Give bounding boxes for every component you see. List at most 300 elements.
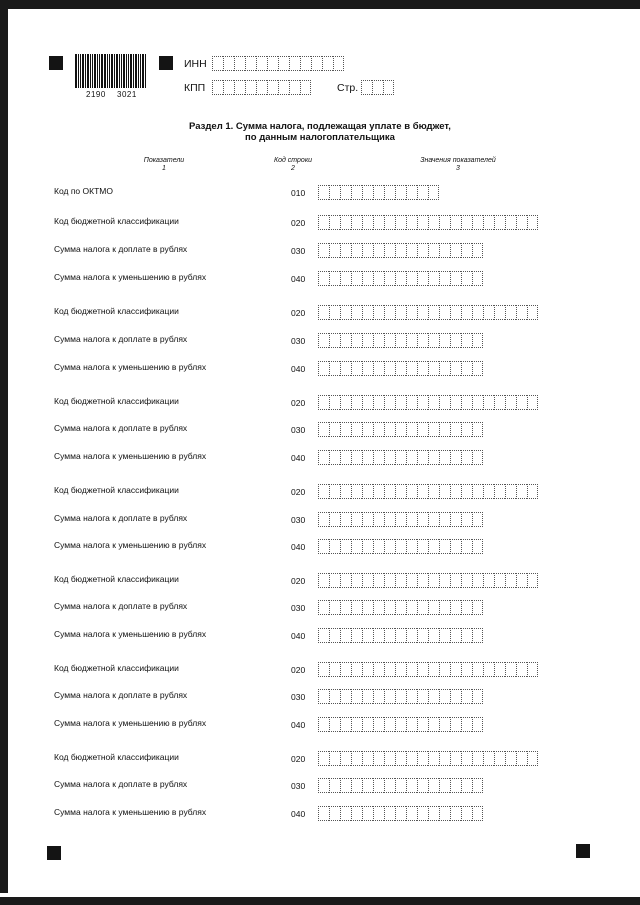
row-value-field[interactable] xyxy=(318,271,483,286)
character-cell[interactable] xyxy=(450,512,461,527)
character-cell[interactable] xyxy=(406,395,417,410)
character-cell[interactable] xyxy=(340,600,351,615)
character-cell[interactable] xyxy=(450,778,461,793)
character-cell[interactable] xyxy=(351,539,362,554)
character-cell[interactable] xyxy=(439,333,450,348)
character-cell[interactable] xyxy=(417,305,428,320)
character-cell[interactable] xyxy=(329,539,340,554)
character-cell[interactable] xyxy=(373,717,384,732)
character-cell[interactable] xyxy=(329,271,340,286)
character-cell[interactable] xyxy=(439,628,450,643)
character-cell[interactable] xyxy=(494,751,505,766)
character-cell[interactable] xyxy=(372,80,383,95)
character-cell[interactable] xyxy=(340,271,351,286)
inn-field[interactable] xyxy=(212,56,344,71)
character-cell[interactable] xyxy=(329,450,340,465)
character-cell[interactable] xyxy=(439,450,450,465)
character-cell[interactable] xyxy=(406,539,417,554)
character-cell[interactable] xyxy=(439,512,450,527)
character-cell[interactable] xyxy=(383,80,394,95)
character-cell[interactable] xyxy=(340,689,351,704)
character-cell[interactable] xyxy=(340,717,351,732)
character-cell[interactable] xyxy=(439,717,450,732)
character-cell[interactable] xyxy=(340,243,351,258)
character-cell[interactable] xyxy=(395,243,406,258)
character-cell[interactable] xyxy=(395,573,406,588)
character-cell[interactable] xyxy=(428,305,439,320)
character-cell[interactable] xyxy=(340,751,351,766)
character-cell[interactable] xyxy=(472,484,483,499)
row-value-field[interactable] xyxy=(318,539,483,554)
character-cell[interactable] xyxy=(472,305,483,320)
character-cell[interactable] xyxy=(340,450,351,465)
character-cell[interactable] xyxy=(340,333,351,348)
character-cell[interactable] xyxy=(362,422,373,437)
row-value-field[interactable] xyxy=(318,333,483,348)
character-cell[interactable] xyxy=(373,512,384,527)
character-cell[interactable] xyxy=(318,333,329,348)
character-cell[interactable] xyxy=(384,751,395,766)
character-cell[interactable] xyxy=(318,305,329,320)
row-value-field[interactable] xyxy=(318,662,538,677)
character-cell[interactable] xyxy=(361,80,372,95)
character-cell[interactable] xyxy=(384,689,395,704)
character-cell[interactable] xyxy=(472,395,483,410)
character-cell[interactable] xyxy=(340,512,351,527)
character-cell[interactable] xyxy=(417,662,428,677)
character-cell[interactable] xyxy=(428,539,439,554)
character-cell[interactable] xyxy=(384,484,395,499)
character-cell[interactable] xyxy=(351,395,362,410)
character-cell[interactable] xyxy=(351,243,362,258)
character-cell[interactable] xyxy=(384,422,395,437)
character-cell[interactable] xyxy=(417,628,428,643)
character-cell[interactable] xyxy=(395,450,406,465)
character-cell[interactable] xyxy=(461,806,472,821)
character-cell[interactable] xyxy=(461,600,472,615)
row-value-field[interactable] xyxy=(318,450,483,465)
character-cell[interactable] xyxy=(483,215,494,230)
character-cell[interactable] xyxy=(450,662,461,677)
character-cell[interactable] xyxy=(461,539,472,554)
character-cell[interactable] xyxy=(439,751,450,766)
character-cell[interactable] xyxy=(505,662,516,677)
character-cell[interactable] xyxy=(428,395,439,410)
character-cell[interactable] xyxy=(417,539,428,554)
character-cell[interactable] xyxy=(494,305,505,320)
row-value-field[interactable] xyxy=(318,512,483,527)
character-cell[interactable] xyxy=(428,689,439,704)
character-cell[interactable] xyxy=(373,778,384,793)
character-cell[interactable] xyxy=(450,717,461,732)
character-cell[interactable] xyxy=(329,185,340,200)
character-cell[interactable] xyxy=(483,484,494,499)
character-cell[interactable] xyxy=(384,450,395,465)
character-cell[interactable] xyxy=(395,806,406,821)
character-cell[interactable] xyxy=(505,751,516,766)
character-cell[interactable] xyxy=(483,573,494,588)
character-cell[interactable] xyxy=(439,395,450,410)
character-cell[interactable] xyxy=(406,717,417,732)
character-cell[interactable] xyxy=(472,333,483,348)
character-cell[interactable] xyxy=(329,628,340,643)
character-cell[interactable] xyxy=(428,751,439,766)
character-cell[interactable] xyxy=(505,484,516,499)
character-cell[interactable] xyxy=(329,361,340,376)
character-cell[interactable] xyxy=(450,305,461,320)
character-cell[interactable] xyxy=(395,215,406,230)
character-cell[interactable] xyxy=(395,305,406,320)
character-cell[interactable] xyxy=(428,271,439,286)
character-cell[interactable] xyxy=(395,395,406,410)
character-cell[interactable] xyxy=(439,422,450,437)
character-cell[interactable] xyxy=(329,806,340,821)
character-cell[interactable] xyxy=(417,778,428,793)
character-cell[interactable] xyxy=(428,573,439,588)
character-cell[interactable] xyxy=(289,80,300,95)
character-cell[interactable] xyxy=(362,450,373,465)
character-cell[interactable] xyxy=(384,573,395,588)
character-cell[interactable] xyxy=(417,717,428,732)
character-cell[interactable] xyxy=(406,662,417,677)
character-cell[interactable] xyxy=(329,512,340,527)
row-value-field[interactable] xyxy=(318,395,538,410)
character-cell[interactable] xyxy=(384,395,395,410)
character-cell[interactable] xyxy=(395,539,406,554)
character-cell[interactable] xyxy=(318,662,329,677)
character-cell[interactable] xyxy=(362,333,373,348)
character-cell[interactable] xyxy=(362,662,373,677)
character-cell[interactable] xyxy=(351,600,362,615)
character-cell[interactable] xyxy=(417,422,428,437)
character-cell[interactable] xyxy=(373,361,384,376)
character-cell[interactable] xyxy=(373,185,384,200)
character-cell[interactable] xyxy=(373,395,384,410)
character-cell[interactable] xyxy=(472,717,483,732)
character-cell[interactable] xyxy=(483,305,494,320)
page-number-field[interactable] xyxy=(361,80,394,95)
character-cell[interactable] xyxy=(351,450,362,465)
character-cell[interactable] xyxy=(329,751,340,766)
character-cell[interactable] xyxy=(373,662,384,677)
character-cell[interactable] xyxy=(318,243,329,258)
row-value-field[interactable] xyxy=(318,215,538,230)
character-cell[interactable] xyxy=(351,512,362,527)
character-cell[interactable] xyxy=(406,573,417,588)
character-cell[interactable] xyxy=(417,215,428,230)
character-cell[interactable] xyxy=(329,573,340,588)
character-cell[interactable] xyxy=(428,450,439,465)
character-cell[interactable] xyxy=(439,689,450,704)
character-cell[interactable] xyxy=(516,395,527,410)
character-cell[interactable] xyxy=(406,600,417,615)
character-cell[interactable] xyxy=(267,80,278,95)
character-cell[interactable] xyxy=(212,80,223,95)
character-cell[interactable] xyxy=(428,484,439,499)
character-cell[interactable] xyxy=(300,80,311,95)
character-cell[interactable] xyxy=(318,539,329,554)
character-cell[interactable] xyxy=(527,573,538,588)
character-cell[interactable] xyxy=(494,573,505,588)
character-cell[interactable] xyxy=(450,361,461,376)
character-cell[interactable] xyxy=(318,422,329,437)
character-cell[interactable] xyxy=(329,662,340,677)
character-cell[interactable] xyxy=(223,56,234,71)
character-cell[interactable] xyxy=(494,662,505,677)
character-cell[interactable] xyxy=(318,484,329,499)
character-cell[interactable] xyxy=(461,422,472,437)
character-cell[interactable] xyxy=(351,628,362,643)
character-cell[interactable] xyxy=(351,422,362,437)
character-cell[interactable] xyxy=(494,395,505,410)
character-cell[interactable] xyxy=(384,717,395,732)
character-cell[interactable] xyxy=(450,271,461,286)
character-cell[interactable] xyxy=(373,243,384,258)
character-cell[interactable] xyxy=(406,305,417,320)
character-cell[interactable] xyxy=(329,600,340,615)
character-cell[interactable] xyxy=(439,573,450,588)
character-cell[interactable] xyxy=(318,778,329,793)
character-cell[interactable] xyxy=(340,539,351,554)
character-cell[interactable] xyxy=(384,600,395,615)
character-cell[interactable] xyxy=(472,512,483,527)
character-cell[interactable] xyxy=(406,512,417,527)
character-cell[interactable] xyxy=(406,484,417,499)
character-cell[interactable] xyxy=(300,56,311,71)
character-cell[interactable] xyxy=(439,806,450,821)
character-cell[interactable] xyxy=(384,185,395,200)
character-cell[interactable] xyxy=(351,778,362,793)
character-cell[interactable] xyxy=(417,573,428,588)
character-cell[interactable] xyxy=(384,361,395,376)
character-cell[interactable] xyxy=(406,751,417,766)
character-cell[interactable] xyxy=(278,56,289,71)
character-cell[interactable] xyxy=(373,305,384,320)
character-cell[interactable] xyxy=(417,689,428,704)
character-cell[interactable] xyxy=(439,662,450,677)
character-cell[interactable] xyxy=(417,450,428,465)
character-cell[interactable] xyxy=(516,215,527,230)
character-cell[interactable] xyxy=(351,361,362,376)
character-cell[interactable] xyxy=(417,484,428,499)
character-cell[interactable] xyxy=(329,333,340,348)
character-cell[interactable] xyxy=(472,539,483,554)
character-cell[interactable] xyxy=(373,751,384,766)
character-cell[interactable] xyxy=(318,512,329,527)
character-cell[interactable] xyxy=(245,80,256,95)
character-cell[interactable] xyxy=(516,305,527,320)
character-cell[interactable] xyxy=(362,573,373,588)
character-cell[interactable] xyxy=(329,484,340,499)
row-value-field[interactable] xyxy=(318,243,483,258)
character-cell[interactable] xyxy=(373,484,384,499)
character-cell[interactable] xyxy=(340,484,351,499)
character-cell[interactable] xyxy=(461,271,472,286)
character-cell[interactable] xyxy=(373,450,384,465)
character-cell[interactable] xyxy=(318,628,329,643)
character-cell[interactable] xyxy=(340,806,351,821)
character-cell[interactable] xyxy=(461,395,472,410)
row-value-field[interactable] xyxy=(318,628,483,643)
character-cell[interactable] xyxy=(472,689,483,704)
character-cell[interactable] xyxy=(329,422,340,437)
character-cell[interactable] xyxy=(278,80,289,95)
character-cell[interactable] xyxy=(351,305,362,320)
character-cell[interactable] xyxy=(373,689,384,704)
character-cell[interactable] xyxy=(351,271,362,286)
character-cell[interactable] xyxy=(483,662,494,677)
character-cell[interactable] xyxy=(373,215,384,230)
character-cell[interactable] xyxy=(395,185,406,200)
character-cell[interactable] xyxy=(428,628,439,643)
character-cell[interactable] xyxy=(384,778,395,793)
character-cell[interactable] xyxy=(340,662,351,677)
character-cell[interactable] xyxy=(318,717,329,732)
character-cell[interactable] xyxy=(395,484,406,499)
character-cell[interactable] xyxy=(494,215,505,230)
character-cell[interactable] xyxy=(417,333,428,348)
character-cell[interactable] xyxy=(318,271,329,286)
character-cell[interactable] xyxy=(406,215,417,230)
character-cell[interactable] xyxy=(439,778,450,793)
character-cell[interactable] xyxy=(395,751,406,766)
character-cell[interactable] xyxy=(406,450,417,465)
character-cell[interactable] xyxy=(417,751,428,766)
character-cell[interactable] xyxy=(395,717,406,732)
character-cell[interactable] xyxy=(461,215,472,230)
character-cell[interactable] xyxy=(450,751,461,766)
character-cell[interactable] xyxy=(472,600,483,615)
character-cell[interactable] xyxy=(461,662,472,677)
character-cell[interactable] xyxy=(362,271,373,286)
character-cell[interactable] xyxy=(362,243,373,258)
character-cell[interactable] xyxy=(351,662,362,677)
character-cell[interactable] xyxy=(428,778,439,793)
character-cell[interactable] xyxy=(428,600,439,615)
character-cell[interactable] xyxy=(417,271,428,286)
character-cell[interactable] xyxy=(450,243,461,258)
character-cell[interactable] xyxy=(406,689,417,704)
character-cell[interactable] xyxy=(406,422,417,437)
character-cell[interactable] xyxy=(461,628,472,643)
character-cell[interactable] xyxy=(318,751,329,766)
character-cell[interactable] xyxy=(461,305,472,320)
character-cell[interactable] xyxy=(472,422,483,437)
character-cell[interactable] xyxy=(483,751,494,766)
character-cell[interactable] xyxy=(384,333,395,348)
character-cell[interactable] xyxy=(333,56,344,71)
character-cell[interactable] xyxy=(417,361,428,376)
character-cell[interactable] xyxy=(245,56,256,71)
character-cell[interactable] xyxy=(417,806,428,821)
character-cell[interactable] xyxy=(351,806,362,821)
character-cell[interactable] xyxy=(505,215,516,230)
character-cell[interactable] xyxy=(472,662,483,677)
character-cell[interactable] xyxy=(439,215,450,230)
character-cell[interactable] xyxy=(472,271,483,286)
character-cell[interactable] xyxy=(329,717,340,732)
character-cell[interactable] xyxy=(461,689,472,704)
character-cell[interactable] xyxy=(516,573,527,588)
character-cell[interactable] xyxy=(450,450,461,465)
character-cell[interactable] xyxy=(329,395,340,410)
character-cell[interactable] xyxy=(439,484,450,499)
character-cell[interactable] xyxy=(329,305,340,320)
character-cell[interactable] xyxy=(395,662,406,677)
character-cell[interactable] xyxy=(505,395,516,410)
character-cell[interactable] xyxy=(318,215,329,230)
character-cell[interactable] xyxy=(428,215,439,230)
character-cell[interactable] xyxy=(340,361,351,376)
character-cell[interactable] xyxy=(472,450,483,465)
character-cell[interactable] xyxy=(516,751,527,766)
character-cell[interactable] xyxy=(373,422,384,437)
character-cell[interactable] xyxy=(289,56,300,71)
character-cell[interactable] xyxy=(406,778,417,793)
character-cell[interactable] xyxy=(428,662,439,677)
character-cell[interactable] xyxy=(329,778,340,793)
character-cell[interactable] xyxy=(450,600,461,615)
character-cell[interactable] xyxy=(461,512,472,527)
character-cell[interactable] xyxy=(318,600,329,615)
character-cell[interactable] xyxy=(318,395,329,410)
character-cell[interactable] xyxy=(527,662,538,677)
character-cell[interactable] xyxy=(362,395,373,410)
character-cell[interactable] xyxy=(461,333,472,348)
character-cell[interactable] xyxy=(428,512,439,527)
character-cell[interactable] xyxy=(461,484,472,499)
character-cell[interactable] xyxy=(384,215,395,230)
character-cell[interactable] xyxy=(351,751,362,766)
character-cell[interactable] xyxy=(318,450,329,465)
character-cell[interactable] xyxy=(461,361,472,376)
character-cell[interactable] xyxy=(384,662,395,677)
character-cell[interactable] xyxy=(340,422,351,437)
character-cell[interactable] xyxy=(395,361,406,376)
character-cell[interactable] xyxy=(417,600,428,615)
character-cell[interactable] xyxy=(428,333,439,348)
character-cell[interactable] xyxy=(340,215,351,230)
character-cell[interactable] xyxy=(384,806,395,821)
character-cell[interactable] xyxy=(373,539,384,554)
character-cell[interactable] xyxy=(340,185,351,200)
character-cell[interactable] xyxy=(373,628,384,643)
character-cell[interactable] xyxy=(461,751,472,766)
row-value-field[interactable] xyxy=(318,600,483,615)
character-cell[interactable] xyxy=(439,271,450,286)
character-cell[interactable] xyxy=(461,573,472,588)
character-cell[interactable] xyxy=(395,333,406,348)
character-cell[interactable] xyxy=(406,361,417,376)
row-value-field[interactable] xyxy=(318,689,483,704)
character-cell[interactable] xyxy=(450,484,461,499)
character-cell[interactable] xyxy=(362,361,373,376)
character-cell[interactable] xyxy=(461,717,472,732)
character-cell[interactable] xyxy=(362,689,373,704)
row-value-field[interactable] xyxy=(318,806,483,821)
row-value-field[interactable] xyxy=(318,305,538,320)
character-cell[interactable] xyxy=(439,305,450,320)
character-cell[interactable] xyxy=(494,484,505,499)
character-cell[interactable] xyxy=(417,185,428,200)
character-cell[interactable] xyxy=(362,751,373,766)
character-cell[interactable] xyxy=(384,243,395,258)
row-value-field[interactable] xyxy=(318,717,483,732)
character-cell[interactable] xyxy=(351,573,362,588)
character-cell[interactable] xyxy=(450,628,461,643)
character-cell[interactable] xyxy=(461,778,472,793)
character-cell[interactable] xyxy=(450,395,461,410)
